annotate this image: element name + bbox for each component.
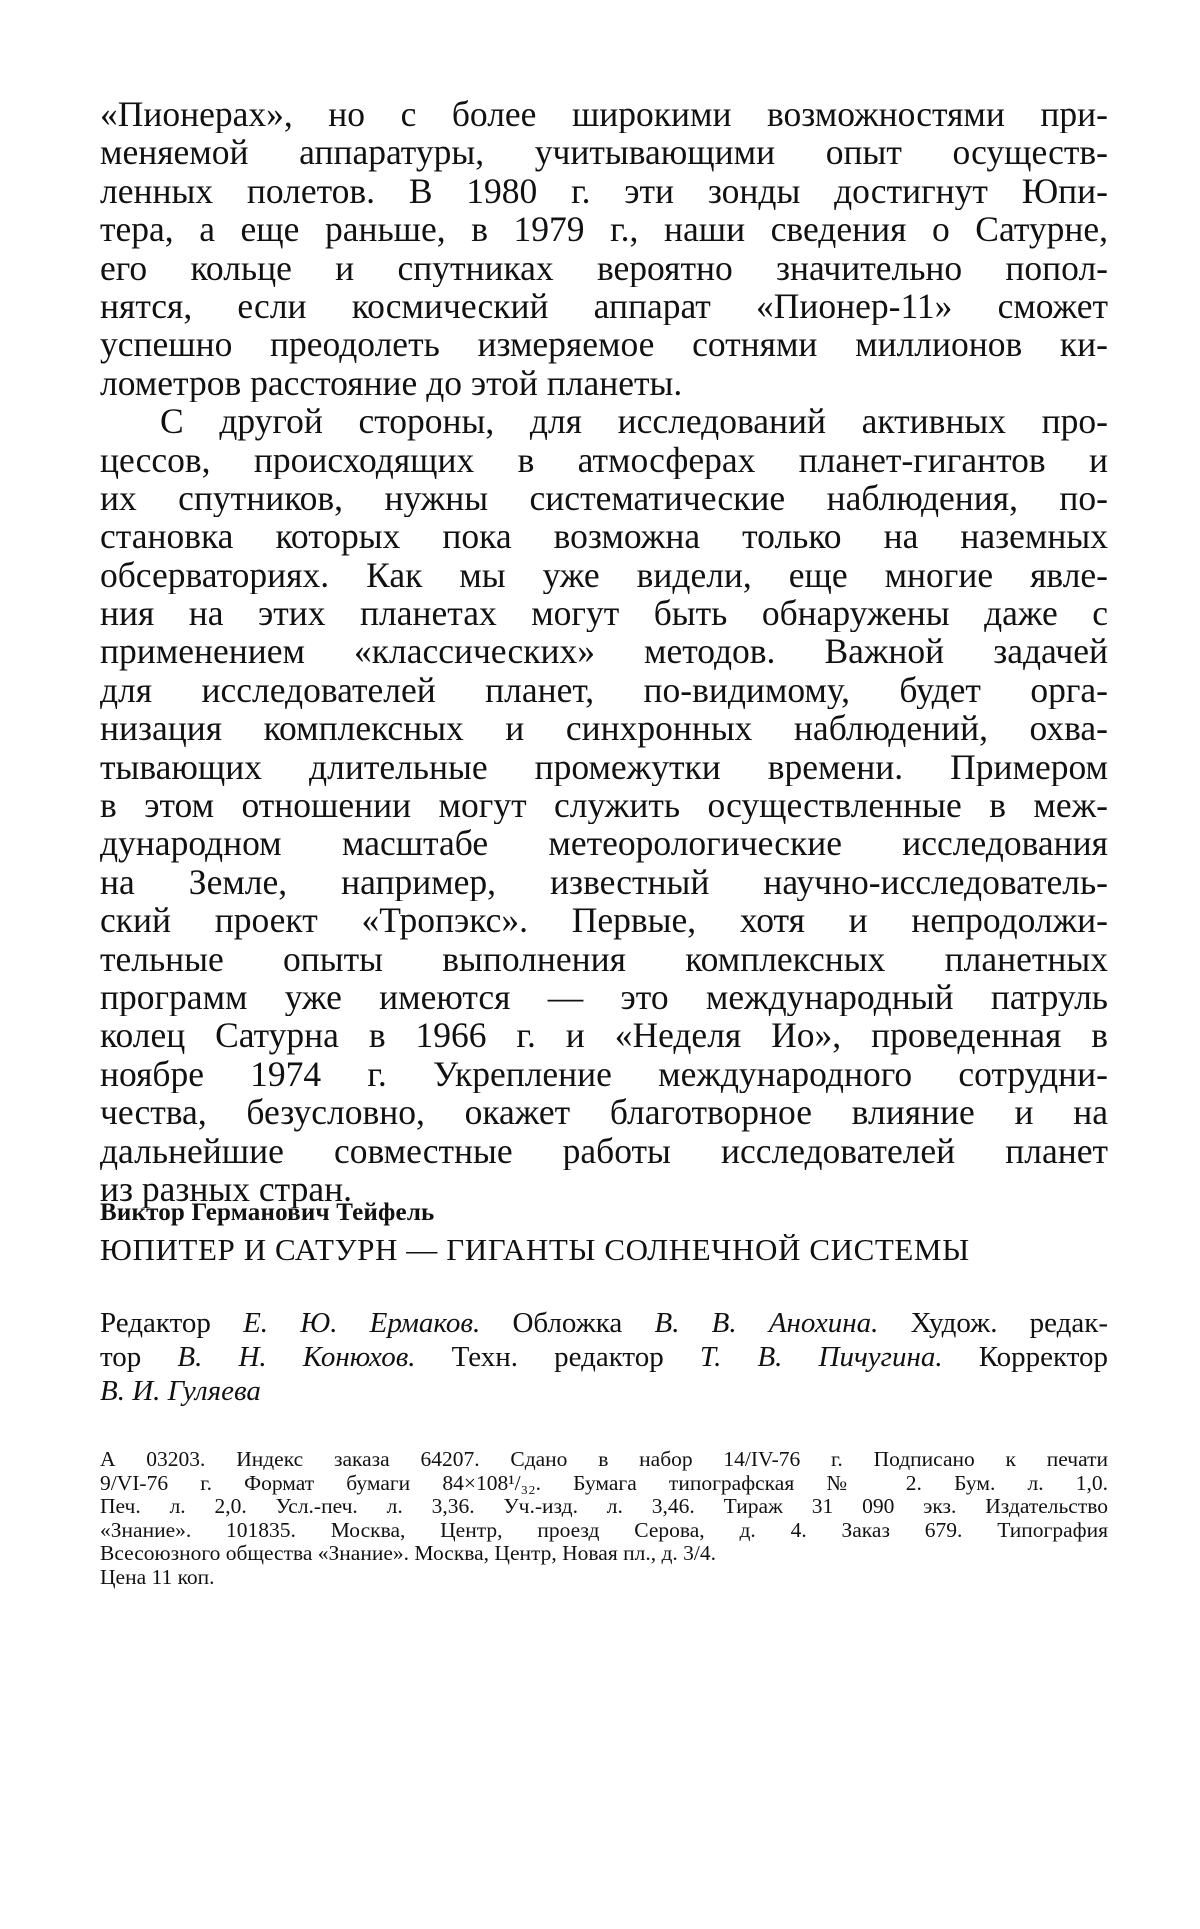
tech-editor-label: Техн. редактор xyxy=(451,1341,664,1373)
text-line: тера, а еще раньше, в 1979 г., наши сведения о Сатурне, xyxy=(100,210,1108,249)
text-line: для исследователей планет, по-видимому, будет орга- xyxy=(100,670,1108,710)
colophon xyxy=(100,1196,1108,1589)
imprint-line: «Знание». 101835. Москва, Центр, проезд Серова, д. 4. Заказ 679. Типография xyxy=(100,1518,1108,1542)
author-name: Виктор Германович Тейфель xyxy=(100,1199,435,1226)
imprint-line: Печ. л. 2,0. Усл.-печ. л. 3,36. Уч.-изд. л. 3,46. Тираж 31 090 экз. Издательство xyxy=(100,1495,1108,1518)
text-line: лометров расстояние до этой планеты. xyxy=(100,363,683,403)
text-line: ния на этих планетах могут быть обнаружены даже с xyxy=(100,594,1108,633)
art-editor-label: Худож. редак- xyxy=(910,1307,1108,1339)
cover-label: Обложка xyxy=(512,1307,623,1339)
imprint-block xyxy=(100,1448,1108,1589)
credits-line xyxy=(100,1374,1108,1408)
text-line: из разных стран. xyxy=(100,1169,352,1209)
price-line: Цена 11 коп. xyxy=(100,1565,215,1589)
credits-line xyxy=(100,1306,1108,1340)
text-line: программ уже имеются — это международный патруль xyxy=(100,977,1108,1017)
corrector-name: В. И. Гуляева xyxy=(100,1375,261,1407)
text-line: успешно преодолеть измеряемое сотнями миллионов ки- xyxy=(100,325,1108,364)
page-body-text xyxy=(100,95,1108,1208)
credits-line xyxy=(100,1340,1108,1374)
editorial-credits xyxy=(100,1306,1108,1408)
text-line: на Земле, например, известный научно-исследователь- xyxy=(100,862,1108,902)
tech-editor-name: Т. В. Пичугина. xyxy=(699,1341,943,1373)
imprint-line: Всесоюзного общества «Знание». Москва, Центр, Новая пл., д. 3/4. xyxy=(100,1542,717,1565)
text-line: тывающих длительные промежутки времени. Примером xyxy=(100,747,1108,787)
corrector-label: Корректор xyxy=(978,1341,1108,1373)
text-line: тельные опыты выполнения комплексных планетных xyxy=(100,939,1108,978)
text-line: низация комплексных и синхронных наблюдений, охва- xyxy=(100,709,1108,748)
text-line: колец Сатурна в 1966 г. и «Неделя Ио», проведенная в xyxy=(100,1016,1108,1055)
editor-name: Е. Ю. Ермаков. xyxy=(243,1307,481,1339)
text-line: их спутников, нужны систематические наблюдения, по- xyxy=(100,478,1108,518)
imprint-line: А 03203. Индекс заказа 64207. Сдано в набор 14/IV-76 г. Подписано к печати xyxy=(100,1448,1108,1471)
text-line: дальнейшие совместные работы исследователей планет xyxy=(100,1131,1108,1170)
text-line: ноябре 1974 г. Укрепление международного сотрудни- xyxy=(100,1054,1108,1094)
text-line: С другой стороны, для исследований активных про- xyxy=(160,402,1108,441)
text-line: становка которых пока возможна только на наземных xyxy=(100,517,1108,556)
book-title: ЮПИТЕР И САТУРН — ГИГАНТЫ СОЛНЕЧНОЙ СИСТЕМЫ xyxy=(100,1232,970,1267)
cover-artist-name: В. В. Анохина. xyxy=(654,1307,879,1339)
text-line: меняемой аппаратуры, учитывающими опыт осуществ- xyxy=(100,133,1108,172)
imprint-line: 9/VI-76 г. Формат бумаги 84×108¹/₃₂. Бумага типографская № 2. Бум. л. 1,0. xyxy=(100,1471,1108,1495)
art-editor-name: В. Н. Конюхов. xyxy=(177,1341,416,1373)
text-line: обсерваториях. Как мы уже видели, еще многие явле- xyxy=(100,555,1108,595)
text-line: в этом отношении могут служить осуществленные в меж- xyxy=(100,786,1108,825)
art-editor-label-cont: тор xyxy=(100,1341,142,1373)
editor-label: Редактор xyxy=(100,1307,211,1339)
text-line: нятся, если космический аппарат «Пионер-11» сможет xyxy=(100,286,1108,326)
text-line: «Пионерах», но с более широкими возможностями при- xyxy=(100,95,1108,134)
text-line: дународном масштабе метеорологические исследования xyxy=(100,824,1108,863)
text-line: цессов, происходящих в атмосферах планет-гигантов и xyxy=(100,440,1108,479)
text-line: ленных полетов. В 1980 г. эти зонды достигнут Юпи- xyxy=(100,171,1108,211)
text-line: применением «классических» методов. Важной задачей xyxy=(100,632,1108,671)
text-line: ский проект «Тропэкс». Первые, хотя и непродолжи- xyxy=(100,901,1108,940)
text-line: его кольце и спутниках вероятно значительно попол- xyxy=(100,248,1108,287)
text-line: чества, безусловно, окажет благотворное влияние и на xyxy=(100,1093,1108,1132)
